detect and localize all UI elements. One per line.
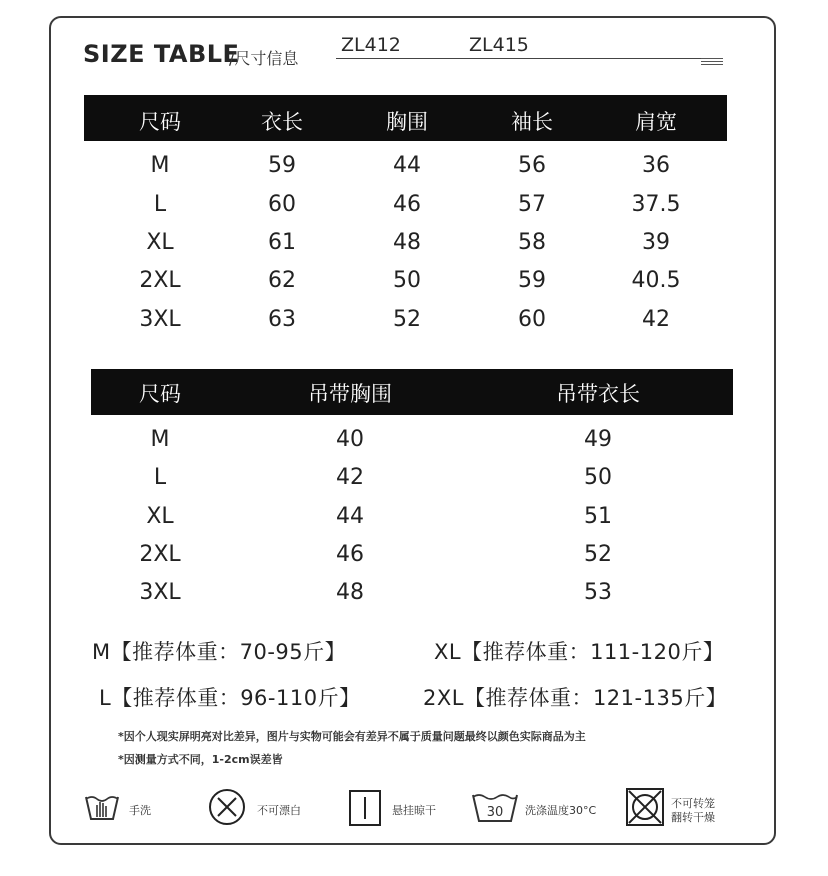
- hang-dry-icon: [348, 787, 384, 827]
- table1-cell: 63: [268, 307, 296, 332]
- table1-header-cell: 胸围: [386, 110, 428, 134]
- table1-header-cell: 肩宽: [635, 110, 677, 134]
- table2-cell: 42: [336, 465, 364, 490]
- table2-cell: XL: [146, 504, 174, 529]
- table2-cell: 44: [336, 504, 364, 529]
- table1-header-cell: 尺码: [139, 110, 181, 134]
- table1-header-cell: 衣长: [261, 110, 303, 134]
- table1-cell: M: [150, 153, 170, 178]
- table2-cell: 51: [584, 504, 612, 529]
- table2-header-cell: 尺码: [139, 382, 181, 406]
- hand-wash-icon: [83, 787, 121, 825]
- table2-cell: 48: [336, 580, 364, 605]
- weight-recommendation: L【推荐体重：96-110斤】: [99, 686, 361, 710]
- table2-cell: 53: [584, 580, 612, 605]
- table1-cell: 50: [393, 268, 421, 293]
- table1-cell: 39: [642, 230, 670, 255]
- table1-cell: 36: [642, 153, 670, 178]
- care-label: 不可转笼: [671, 797, 715, 810]
- table2-cell: M: [150, 427, 170, 452]
- no-tumble-dry-icon: [625, 787, 665, 827]
- model-underline: [336, 58, 722, 59]
- table1-cell: 59: [268, 153, 296, 178]
- table2-cell: 46: [336, 542, 364, 567]
- care-label: 手洗: [129, 804, 151, 817]
- weight-recommendation: M【推荐体重：70-95斤】: [92, 640, 347, 664]
- measurement-note: *因测量方式不同，1-2cm误差皆: [118, 753, 283, 766]
- table1-cell: 48: [393, 230, 421, 255]
- wash-30-icon: [471, 787, 519, 827]
- table1-cell: 56: [518, 153, 546, 178]
- weight-recommendation: 2XL【推荐体重：121-135斤】: [423, 686, 728, 710]
- care-wash-temp: [471, 787, 611, 829]
- table1-cell: 60: [518, 307, 546, 332]
- table1-cell: 42: [642, 307, 670, 332]
- table1-cell: L: [153, 192, 167, 217]
- page-subtitle: /尺寸信息: [229, 49, 299, 68]
- table1-header-cell: 袖长: [511, 110, 553, 134]
- table1-cell: 62: [268, 268, 296, 293]
- care-hang-dry: [348, 787, 468, 829]
- table1-cell: 59: [518, 268, 546, 293]
- care-label: 洗涤温度30°C: [525, 804, 597, 817]
- table1-cell: 44: [393, 153, 421, 178]
- page-title: SIZE TABLE: [83, 40, 240, 68]
- care-label: 悬挂晾干: [392, 804, 436, 817]
- table1-cell: 52: [393, 307, 421, 332]
- table1-cell: XL: [146, 230, 174, 255]
- table2-cell: 40: [336, 427, 364, 452]
- care-no-tumble-dry: [625, 787, 735, 829]
- model-code: ZL412: [341, 34, 401, 56]
- table1-cell: 46: [393, 192, 421, 217]
- care-label: 不可漂白: [257, 804, 301, 817]
- table2-cell: 50: [584, 465, 612, 490]
- no-bleach-icon: [207, 787, 247, 827]
- wash-temp-value: 30: [486, 805, 504, 820]
- care-no-bleach: [207, 787, 327, 829]
- table1-cell: 40.5: [631, 268, 681, 293]
- table2-cell: L: [153, 465, 167, 490]
- table2-header-cell: 吊带胸围: [308, 382, 392, 406]
- table2-cell: 52: [584, 542, 612, 567]
- table1-cell: 57: [518, 192, 546, 217]
- care-hand-wash: [83, 787, 193, 829]
- table1-cell: 58: [518, 230, 546, 255]
- menu-lines-icon: [701, 58, 723, 67]
- disclaimer-note: *因个人现实屏明亮对比差异，图片与实物可能会有差异不属于质量问题最终以颜色实际商品为主: [118, 730, 586, 743]
- model-code: ZL415: [469, 34, 529, 56]
- weight-recommendation: XL【推荐体重：111-120斤】: [434, 640, 725, 664]
- table1-cell: 61: [268, 230, 296, 255]
- table2-cell: 2XL: [139, 542, 181, 567]
- table1-cell: 3XL: [139, 307, 181, 332]
- table1-cell: 60: [268, 192, 296, 217]
- care-label: 翻转干燥: [671, 811, 715, 824]
- table1-cell: 37.5: [631, 192, 681, 217]
- table1-cell: 2XL: [139, 268, 181, 293]
- table2-cell: 3XL: [139, 580, 181, 605]
- table2-cell: 49: [584, 427, 612, 452]
- table2-header-cell: 吊带衣长: [556, 382, 640, 406]
